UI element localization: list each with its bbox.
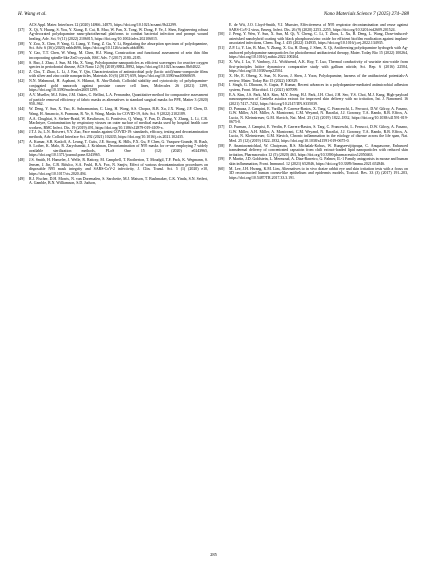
reference-item xyxy=(18,28,208,42)
reference-item xyxy=(18,51,208,60)
reference-text: E.A. Kim, J.S. Park, M.S. Kim, M.Y. Jeong, H.J. Park, J.H. Choi, J.H. Seo, Y.S. Choi, M.J. Kang, High-payload nanosuspension of Centella asiatica extract for improved skin delivery with no irritation, Int. J. Nanomed. 16 (2021) 7417–7432, https://doi.org/10.2147/IJN.S335039. xyxy=(229,92,408,106)
reference-number: [48] xyxy=(18,158,25,163)
reference-item xyxy=(218,74,408,83)
reference-continuation: ACS Appl. Mater. Interfaces 12 (2020) 14866–14875, https://doi.org/10.1021/acsami.9b22299. xyxy=(29,23,177,27)
reference-text: D. Pamuza, J. Campini, E. Varilla, P. Carrera-Bastos, X. Tang, C. Franceschi, L. Ferrucci, D.W. Gilroy, A. Fasano, G.W. Miller, A.H. Miller, A. Mantovani, C.M. Weyand, N. Barzilai, J.J. Goronzy, T.A. Rando, R.B. Effros, A. Lucia, N. Kleinstreuer, G.M. Slavich, Nat. Med. 25 (12) (2019) 1822–1832, https://doi.org/10.1038/s41591-019-0675-0. xyxy=(229,106,408,125)
reference-text: X. He, E. Obeng, X. Sun, N. Kwon, J. Shen, J. Yoon, Polydopamine, harness of the antibacterial potentials-A review, Mater. Today Bio 15 (2022) 100329. xyxy=(229,74,408,83)
reference-item xyxy=(18,140,208,158)
reference-item xyxy=(18,93,208,107)
reference-continuation: E. de Wit, J.O. Lloyd-Smith, V.J. Munster, Effectiveness of N95 respirator decontamination and reuse against SARS-CoV-2 virus, Emerg. Infect. Dis. 26 (9) (2020) 2253–2255, https://doi.org/10.3201/eid2609.201524. xyxy=(229,23,408,32)
reference-text: A.A. Chughtai, S. Stelzer-Braid, W. Rawlinson, G. Pontivivo, Q. Wang, Y. Pan, D. Zhang, Y. Zhang, L. Li, C.R. MacIntyre, Contamination by respiratory viruses on outer surface of medical masks used by hospital health care workers, BMC Infect. Dis. 19 (2019) 491, https://doi.org/10.1186/s12879-019-4109-x. xyxy=(29,116,208,130)
reference-text: X. Wu, J. Lu, V. Vanbroy, J.L. Wohlwend, A.K. Roy, T. Luo, Thermal conductivity of wurtzite zinc-oxide from first-principles lattice dynamics-a comparative study with gallium nitride, Sci. Rep. 6 (2016) 22504, https://doi.org/10.1038/srep22504. xyxy=(229,60,408,74)
reference-item xyxy=(218,107,408,125)
page-number: 285 xyxy=(210,552,217,557)
running-header-journal: Nano Materials Science 7 (2025) 274–288 xyxy=(323,12,409,17)
reference-number: [56] xyxy=(218,106,225,111)
reference-text: W. Deng, Y. Sun, X. Yao, K. Subramanian, C. Ling, H. Wang, S.S. Chopra, B.B. Xu, J.X. Wang, J.F. Chen, D. Wang, H. Amancio, S. Pramana, R. Ye, S. Wang, Masks for COVID-19, Adv. Sci. 9 (2022) 2102189. xyxy=(29,107,208,116)
reference-item xyxy=(218,167,408,181)
reference-number: [37] xyxy=(18,27,25,32)
reference-number: [50] xyxy=(218,32,225,37)
reference-number: [40] xyxy=(18,60,25,65)
reference-text: A. Kumar, S.B. Kasloff, A. Leung, T. Cutts, J.E. Strong, K. Hills, F.X. Gu, P. Chen, G. Vazquez-Grande, B. Rush, S. Lother, K. Malo, R. Zarychanski, J. Krishnan, Decontamination of N95 masks for re-use employing 7 widely available sterilization methods, PLoS One 15 (12) (2020) e0243965, https://doi.org/10.1371/journal.pone.0243965. xyxy=(29,139,208,158)
reference-item xyxy=(218,60,408,74)
reference-item xyxy=(18,42,208,51)
reference-number: [51] xyxy=(218,46,225,51)
reference-item xyxy=(18,130,208,139)
reference-number: [53] xyxy=(218,74,225,79)
reference-item xyxy=(218,32,408,46)
reference-item xyxy=(218,157,408,166)
reference-number: [55] xyxy=(218,92,225,97)
reference-number: [44] xyxy=(18,107,25,112)
reference-number: [57] xyxy=(218,125,225,130)
reference-number: [49] xyxy=(18,176,25,181)
reference-text: X. Qi, Y. Huang, S. You, Y. Xiang, E. Cai, R. Mao, W. Pan, X. Tong, W. Dong, F. Ye, J. Shen, Engineering robust Ag-decorated polydopamine nano-photothermal platforms to combat bacterial infection and prompt wound healing, Adv. Sci. 9 (11) (2022) 2106015, https://doi.org/10.1002/advs.202106015. xyxy=(29,27,208,41)
reference-item xyxy=(18,117,208,131)
reference-item xyxy=(18,61,208,70)
reference-item xyxy=(218,93,408,107)
reference-text: A.V. Mueller, M.J. Eden, J.M. Oakes, C. Bellini, L.A. Fernandez, Quantitative method for comparative assessment of particle removal efficiency of fabric masks as alternatives to standard surgical masks for PPE, Matter 3 (2020) 950–962. xyxy=(29,93,208,107)
reference-text: D. Furman, J. Campisi, E. Verdin, P. Carrera-Bastos, S. Targ, C. Franceschi, L. Ferrucci, D.W. Gilroy, A. Fasano, G.W. Miller, A.H. Miller, A. Mantovani, C.M. Weyand, N. Barzilai, J.J. Goronzy, T.A. Rando, R.B. Effros, A. Lucia, N. Kleinstreuer, G.M. Slavich, Chronic inflammation in the etiology of disease across the life span, Nat. Med. 25 (12) (2019) 1822–1832, https://doi.org/10.1038/s41591-019-0675-0. xyxy=(229,125,408,143)
reference-item xyxy=(218,125,408,143)
reference-number: [52] xyxy=(218,60,225,65)
reference-number: [45] xyxy=(18,116,25,121)
references-left-column xyxy=(18,23,208,186)
reference-item xyxy=(218,144,408,158)
reference-item xyxy=(18,177,208,186)
reference-item xyxy=(18,70,208,79)
reference-number: [47] xyxy=(18,139,25,144)
reference-item xyxy=(18,107,208,116)
reference-item xyxy=(18,158,208,176)
reference-number: [54] xyxy=(218,83,225,88)
reference-text: J.S. Smith, H. Hanseler, J. Welle, R. Rattray, M. Campbell, T. Brotherton, T. Moudgil, T.F. Pack, K. Wegmann, S. Jensen, J. Jin, C.B. Bifulco, S.A. Fruhl, B.A. Fox, N. Sanjiv, Effect of various decontamination procedures on disposable N95 mask integrity and SARS-CoV-2 infectivity, J. Clin. Transl. Sci. 5 (1) (2020) e10, https://doi.org/10.1017/cts.2020.494. xyxy=(29,158,208,176)
reference-number: [42] xyxy=(18,79,25,84)
reference-text: I. Singh, G. Dhawan, S. Gupta, P. Kumar, Recent advances in a polydopamine-mediated antimicrobial adhesion system, Front. Microbiol. 11 (2021) 607099. xyxy=(229,83,408,92)
reference-item xyxy=(18,79,208,93)
running-header-authors: H. Wang et al. xyxy=(18,12,47,17)
reference-number: [60] xyxy=(218,166,225,171)
reference-number: [41] xyxy=(18,69,25,74)
reference-text: J.T.J. Ju, L.N. Boisvert, Y.Y. Zuo, Face masks against COVID-19: standards, efficacy, testing and decontamination methods, Adv. Colloid Interface Sci. 292 (2021) 102435, https://doi.org/10.1016/j.cis.2021.102435. xyxy=(29,130,208,139)
reference-text: Y. Zou, X. Chen, P. Yang, G. Liang, Y. Yang, Z. Gu, Y. Li, Regulating the absorption spectrum of polydopamine, Sci. Adv. 6 (36) (2020) eabb4696, https://doi.org/10.1126/sciadv.abb4696. xyxy=(29,41,208,51)
reference-number: [39] xyxy=(18,51,25,56)
reference-item xyxy=(218,46,408,60)
reference-text: Z.P. Li, Y. Lin, B. Mao, Y. Zhang, X. Gu, H. Dong, J. Shen, X. Qi, Antifreezing polydopamine hydrogels with Ag-anchored polydopamine nanoparticles for photothermal antibacterial therapy, Mater. Today Bio 15 (2022) 100264, https://doi.org/10.1016/j.mtbio.2022.100264. xyxy=(229,46,408,60)
reference-item xyxy=(218,83,408,92)
reference-text: R.J. Fischer, D.H. Morris, N. van Doremalen, S. Sarchette, M.J. Matson, T. Bushmaker, C.K. Yinda, S.N. Seifert, A. Gamble, B.N. Williamson, S.D. Judson, xyxy=(29,176,208,186)
reference-text: Z. Chu, T. Zhao, L. Li, J. Fan, Y. Qin, Characterization of antimicrobial poly (lactic acid)/nano-composite films with silver and zinc oxide nanoparticles, Materials 10 (6) (2017) 659, https://doi.org/10.3390/ma10060659. xyxy=(29,69,208,79)
reference-number: [38] xyxy=(18,41,25,46)
reference-text: P. Martin, J.D. Goldstein, L. Mermoud, A. Diaz-Barreiro, G. Palmer, IL-1 Family antagonists in mouse and human skin inflammation, Front. Immunol. 12 (2021) 652846, https://doi.org/10.3389/fimmu.2021.652846. xyxy=(229,157,408,166)
reference-text: P. Anantawanichkul, W. Chaiyasan, B.S. Michalak-Kobus, W. Rungseevijitprapa, C. Anupasorne, Enhanced transdermal delivery of concentrated capsaicin from chili extract-loaded lipid nanoparticles with reduced skin irritation, Pharmaceutics 12 (5) (2020) 463, https://doi.org/10.3390/pharmaceutics12050463. xyxy=(229,143,408,157)
reference-number: [43] xyxy=(18,93,25,98)
references-right-column xyxy=(218,23,408,181)
reference-text: S. Bao, J. Zhao, J. Sun, M. Hu, X. Yang, Polydopamine nanoparticles as efficient scavengers for reactive oxygen species in periodontal disease, ACS Nano 12 (9) (2018) 8882–8892, https://doi.org/10.1021/acsnano.8b04022. xyxy=(29,60,208,70)
reference-number: [46] xyxy=(18,130,25,135)
reference-number: [58] xyxy=(218,143,225,148)
reference-number: [59] xyxy=(218,157,225,162)
reference-text: N.N. Mahmoud, H. Aqabani, S. Hikmat, R. Abu-Dahab, Colloidal stability and cytotoxicity of polydopamine-conjugated gold nanorods against prostate cancer cell lines, Molecules 26 (2021) 1299, https://doi.org/10.3390/molecules26051299. xyxy=(29,79,208,93)
reference-text: J. Peng, Y. Wen, Y. Sun, X. Sun, M. Qi, Y. Cheng, C. Li, T. Zhou, L. Xu, B. Deng, L. Wang, Dose-induced-asterisked nanohybrid coating with black phosphorus/zinc oxide for efficient biofilm eradication against implant-associated infections, Chem. Eng. J. 435 (2022) 134935, https://doi.org/10.1016/j.cej.2022.134935. xyxy=(229,32,408,46)
reference-text: Y. Cao, T.T. Chen, W. Wang, M. Chen, H.J. Wang, Construction and functional assessment of zein thin film incorporating spindle-like ZnO crystals, RSC Adv. 7 (2017) 2180–2185. xyxy=(29,51,208,60)
reference-text: M. Lee, J.H. Hwang, K.M. Lim, Alternatives to in vivo draize rabbit eye and skin irritation tests with a focus on 3D reconstructed human cornea-like epithelium and epidermis models, Toxicol. Res. 33 (3) (2017) 191–203, https://doi.org/10.5487/TR.2017.33.3.191. xyxy=(229,166,408,180)
